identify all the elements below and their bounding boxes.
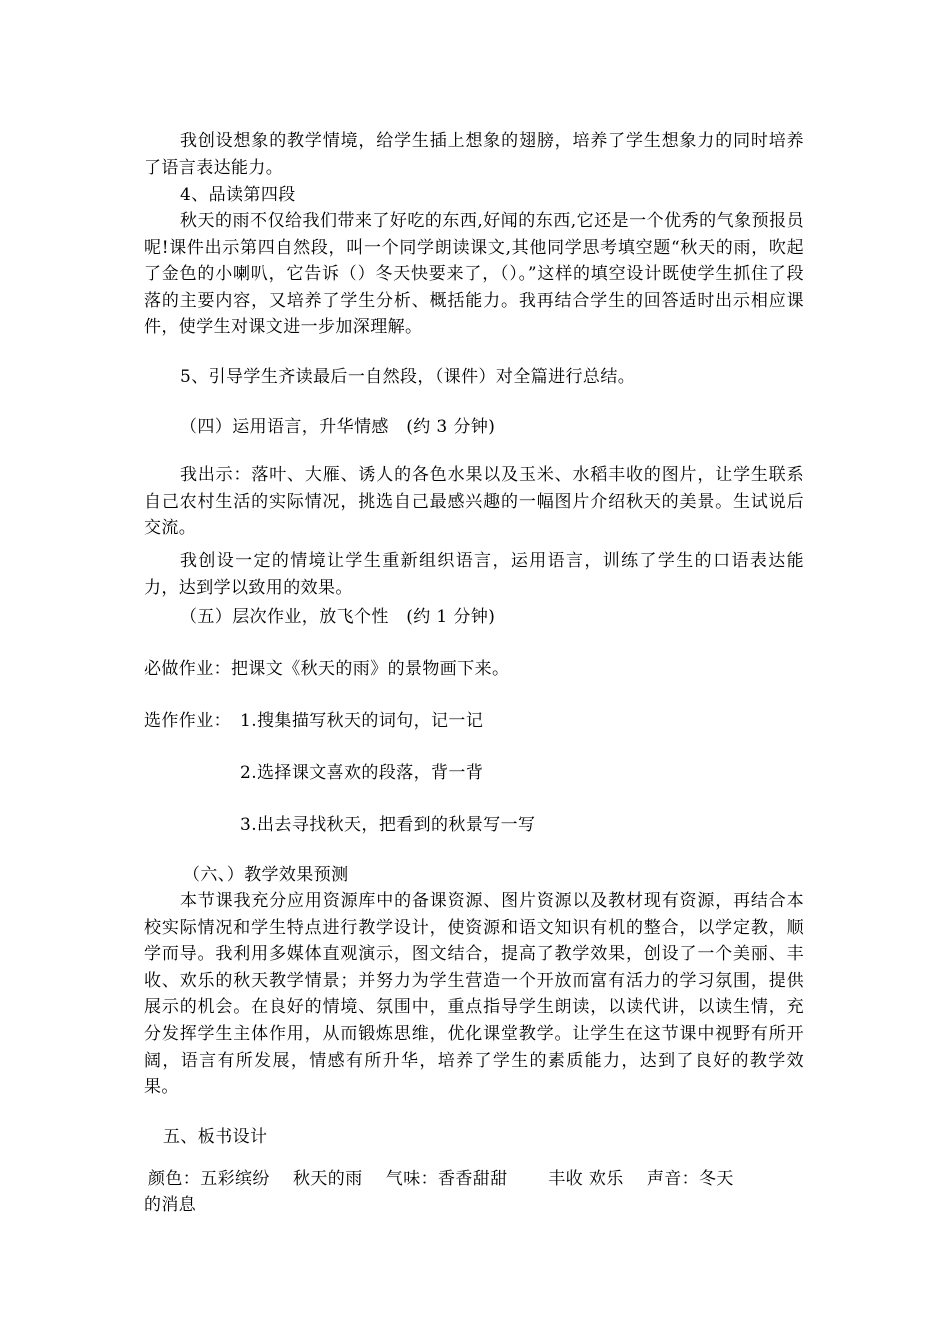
homework-required: 必做作业：把课文《秋天的雨》的景物画下来。 bbox=[144, 659, 510, 679]
paragraph-effect-prediction: 本节课我充分应用资源库中的备课资源、图片资源以及教材现有资源，再结合本校实际情况和学生特点进行教学设计，使资源和语文知识有机的整合，以学定教，顺学而导。我利用多媒体直观演示，图文结合，提高了教学效果，创设了一个美丽、丰收、欢乐的秋天教学情景；并努力为学生营造一个开放而富有活力的学习氛围，提供展示的机会。在良好的情境、氛围中，重点指导学生朗读，以读代讲，以读生情，充分发挥学生主体作用，从而锻炼思维，优化课堂教学。让学生在这节课中视野有所开阔，语言有所发展，情感有所升华，培养了学生的素质能力，达到了良好的教学效果。 bbox=[144, 891, 804, 1098]
board-design-line-1: 颜色：五彩缤纷 秋天的雨 气味：香香甜甜 丰收 欢乐 声音：冬天 bbox=[148, 1169, 734, 1189]
heading-section-4-read: 4、品读第四段 bbox=[180, 185, 296, 205]
homework-optional-item-2: 2.选择课文喜欢的段落，背一背 bbox=[240, 763, 484, 783]
heading-part-four: （四）运用语言，升华情感 (约 3 分钟) bbox=[180, 417, 496, 437]
heading-part-six: （六、）教学效果预测 bbox=[183, 865, 349, 885]
paragraph-fourth-section: 秋天的雨不仅给我们带来了好吃的东西,好闻的东西,它还是一个优秀的气象预报员呢!课件出示第四自然段，叫一个同学朗读课文,其他同学思考填空题“秋天的雨，吹起了金色的小喇叭，它告诉（）冬天快要来了，（）。”这样的填空设计既使学生抓住了段落的主要内容，又培养了学生分析、概括能力。我再结合学生的回答适时出示相应课件，使学生对课文进一步加深理解。 bbox=[144, 211, 804, 338]
heading-part-five: （五）层次作业，放飞个性 (约 1 分钟) bbox=[180, 607, 496, 627]
homework-optional-label: 选作作业： bbox=[144, 711, 231, 731]
homework-optional-item-1: 1.搜集描写秋天的词句，记一记 bbox=[240, 711, 484, 731]
board-design-line-2: 的消息 bbox=[144, 1195, 197, 1215]
homework-optional-item-3: 3.出去寻找秋天，把看到的秋景写一写 bbox=[240, 815, 536, 835]
paragraph-imagination: 我创设想象的教学情境，给学生插上想象的翅膀，培养了学生想象力的同时培养了语言表达能力。 bbox=[144, 131, 804, 178]
paragraph-show-pictures: 我出示：落叶、大雁、诱人的各色水果以及玉米、水稻丰收的图片，让学生联系自己农村生活的实际情况，挑选自己最感兴趣的一幅图片介绍秋天的美景。生试说后交流。 bbox=[144, 465, 804, 539]
paragraph-language-use: 我创设一定的情境让学生重新组织语言，运用语言，训练了学生的口语表达能力，达到学以致用的效果。 bbox=[144, 551, 804, 598]
heading-section-5-read: 5、引导学生齐读最后一自然段，（课件）对全篇进行总结。 bbox=[180, 367, 636, 387]
heading-board-design: 五、板书设计 bbox=[163, 1127, 268, 1147]
